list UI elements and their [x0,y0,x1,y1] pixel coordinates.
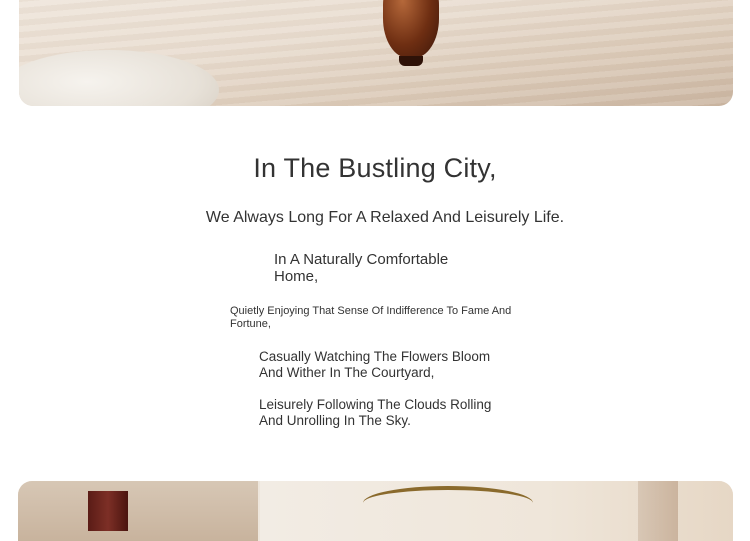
poem-line-indifference: Quietly Enjoying That Sense Of Indifference To Fame And Fortune, [230,305,512,330]
living-room-photo [18,481,733,541]
drape-shape [638,481,678,541]
vase-base-shape [399,56,423,66]
chandelier-shape [363,486,533,520]
curtain-shape [88,491,128,531]
poem-line-home: In A Naturally Comfortable Home, [274,251,449,285]
section-subtitle: We Always Long For A Relaxed And Leisurely Life. [205,209,565,226]
section-title: In The Bustling City, [253,153,497,183]
poem-line-clouds: Leisurely Following The Clouds Rolling And Unrolling In The Sky. [259,397,492,428]
poem-line-flowers: Casually Watching The Flowers Bloom And Wither In The Courtyard, [259,349,491,380]
window-panel [18,481,258,541]
hero-photo-vase [19,0,733,106]
